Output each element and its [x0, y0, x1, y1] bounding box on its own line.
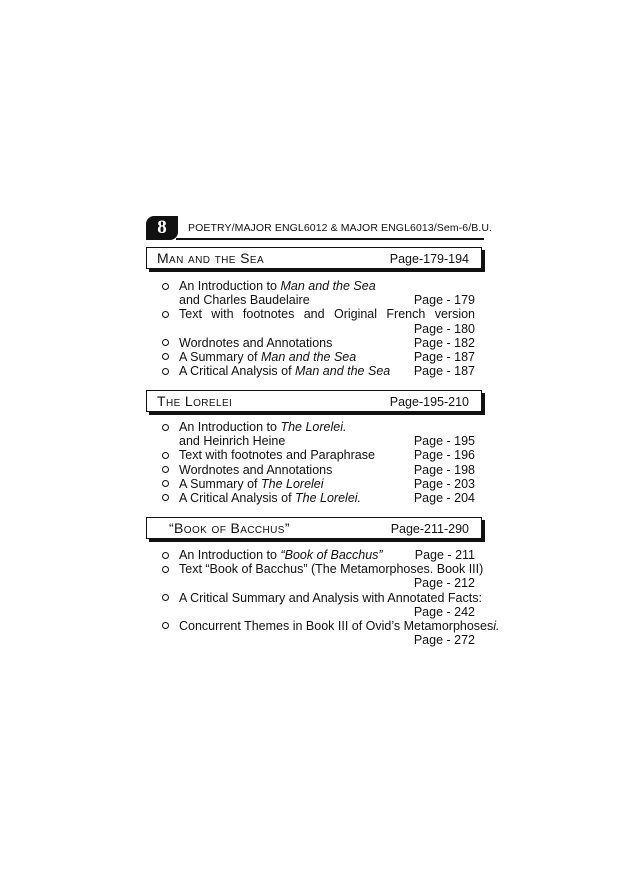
- toc-page-ref: Page - 203: [413, 476, 475, 491]
- toc-entry: [162, 562, 484, 591]
- toc-title-part: The Lorelei: [260, 476, 324, 491]
- toc-page-ref: Page - 204: [413, 490, 475, 505]
- toc-entry-line: [162, 322, 478, 336]
- section-entries: [162, 548, 500, 648]
- toc-entry: [162, 420, 478, 448]
- toc-page-ref: Page - 211: [414, 548, 475, 562]
- toc-entry: [162, 279, 478, 307]
- toc-title-part: i.: [493, 618, 500, 633]
- section-header-the-lorelei: [146, 390, 482, 412]
- toc-entry-line: [162, 293, 478, 307]
- toc-entry-title: [179, 434, 285, 448]
- toc-title-part: An Introduction to: [179, 420, 281, 434]
- running-head: POETRY/MAJOR ENGL6012 & MAJOR ENGL6013/Sem-6/B.U.: [188, 222, 493, 234]
- toc-entry: [162, 364, 478, 378]
- toc-entry-line: [162, 463, 478, 477]
- toc-page-ref: Page - 182: [413, 335, 475, 350]
- toc-entry-title: [179, 619, 500, 633]
- toc-entry-line: [162, 350, 478, 364]
- toc-title-part: A Summary of: [179, 349, 261, 364]
- toc-entry-title: [179, 364, 390, 378]
- toc-title-part: An Introduction to: [179, 279, 281, 293]
- toc-entry: [162, 548, 478, 562]
- toc-entry: [162, 463, 478, 477]
- toc-entry-line: [162, 448, 478, 462]
- toc-entry-line: [162, 420, 478, 434]
- toc-entry-line: [162, 605, 478, 619]
- toc-page-ref: Page - 196: [413, 448, 475, 463]
- toc-entry-title: [179, 307, 475, 321]
- toc-title-part: Concurrent Themes in Book III of Ovid’s Metamorphoses: [179, 618, 494, 633]
- toc-title-part: “Book of Bacchus”: [280, 548, 383, 562]
- toc-page-ref: Page - 198: [413, 462, 475, 477]
- toc-entry-title: [179, 336, 332, 350]
- toc-entry-title: [179, 293, 310, 307]
- toc-title-part: A Summary of: [179, 476, 261, 491]
- toc-title-part: Wordnotes and Annotations: [179, 462, 333, 477]
- section-page-range: Page-211-290: [390, 522, 469, 536]
- toc-page-ref: Page - 187: [413, 349, 475, 364]
- section-title: “Book of Bacchus”: [169, 520, 290, 536]
- toc-page-ref: Page - 272: [413, 633, 475, 648]
- toc-title-part: Text “Book of Bacchus” (The Metamorphoses. Book III): [179, 562, 484, 577]
- page-header: [146, 216, 493, 240]
- toc-entry-line: [162, 548, 478, 562]
- toc-entry: [162, 590, 482, 619]
- toc-title-part: The Lorelei.: [295, 490, 362, 505]
- section-header-book-of-bacchus: [146, 517, 482, 539]
- toc-entry-line: [162, 590, 482, 605]
- toc-title-part: Man and the Sea: [280, 279, 376, 293]
- toc-entry-line: [162, 576, 478, 590]
- toc-entry-title: [179, 548, 383, 562]
- toc-entry-line: [162, 491, 478, 505]
- toc-entry: [162, 448, 478, 462]
- toc-entry: [162, 307, 478, 335]
- toc-title-part: and Charles Baudelaire: [179, 293, 310, 308]
- toc-entry: [162, 491, 478, 505]
- section-page-range: Page-195-210: [389, 395, 469, 409]
- toc-entry: [162, 477, 478, 491]
- toc-title-part: A Critical Summary and Analysis with Annotated Facts:: [179, 590, 482, 605]
- header-rule: [176, 238, 484, 240]
- toc-title-part: Wordnotes and Annotations: [179, 335, 333, 350]
- toc-entry-title: [179, 591, 482, 605]
- toc-entry: [162, 350, 478, 364]
- toc-title-part: A Critical Analysis of: [179, 364, 296, 379]
- toc-entry-line: [162, 562, 484, 577]
- toc-entry-line: [162, 434, 478, 448]
- section-header-man-and-the-sea: [146, 247, 482, 269]
- toc-entry-title: [179, 448, 375, 462]
- toc-entry-line: [162, 279, 478, 293]
- toc-entry-line: [162, 633, 478, 647]
- toc-entry-line: [162, 618, 500, 633]
- toc-entry-line: [162, 477, 478, 491]
- toc-title-part: Man and the Sea: [260, 349, 357, 364]
- toc-entry-title: [179, 562, 484, 577]
- toc-page-ref: Page - 180: [413, 321, 475, 336]
- toc-entry-title: [179, 491, 361, 505]
- toc-title-part: Man and the Sea: [295, 364, 391, 379]
- toc-title-part: A Critical Analysis of: [179, 490, 296, 505]
- toc-entry-title: [179, 463, 332, 477]
- section-entries: [162, 279, 478, 378]
- toc-page-ref: Page - 179: [413, 293, 475, 308]
- toc-entry: [162, 618, 500, 648]
- toc-entry: [162, 336, 478, 350]
- section-title: The Lorelei: [157, 393, 233, 409]
- toc-title-part: and Heinrich Heine: [179, 434, 286, 449]
- toc-entry-line: [162, 307, 478, 321]
- toc-entry-line: [162, 336, 478, 350]
- toc-title-part: Text with footnotes and Original French version: [179, 307, 475, 322]
- toc-title-part: Text with footnotes and Paraphrase: [179, 448, 375, 463]
- page-number-badge: 8: [146, 216, 178, 240]
- toc-entry-line: [162, 364, 478, 378]
- toc-page-ref: Page - 187: [413, 364, 475, 379]
- section-title: Man and the Sea: [157, 250, 265, 266]
- toc-page-ref: Page - 195: [413, 434, 475, 449]
- toc-entry-title: [179, 420, 346, 434]
- toc-title-part: An Introduction to: [179, 548, 281, 562]
- toc-title-part: The Lorelei.: [280, 420, 347, 434]
- toc-page-ref: Page - 212: [413, 576, 475, 591]
- toc-entry-title: [179, 350, 356, 364]
- toc-entry-title: [179, 477, 324, 491]
- toc-page-ref: Page - 242: [413, 604, 475, 619]
- section-entries: [162, 420, 478, 505]
- section-page-range: Page-179-194: [389, 252, 469, 266]
- toc-entry-title: [179, 279, 376, 293]
